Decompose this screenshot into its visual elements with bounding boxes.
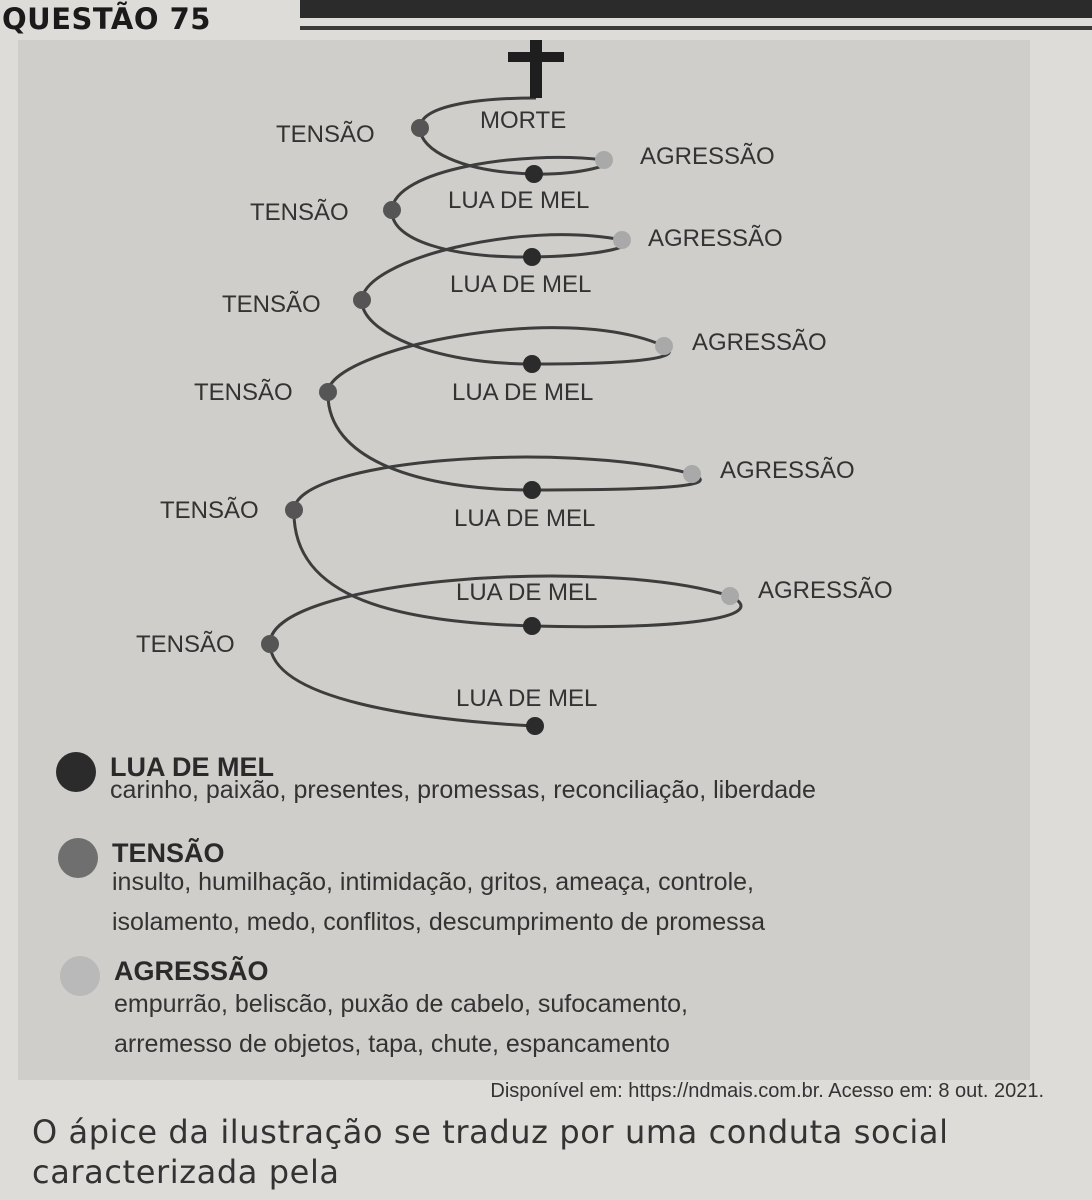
legend-dot-lua-de-mel bbox=[56, 752, 96, 792]
legend-desc-line: insulto, humilhação, intimidação, gritos, ameaça, controle, bbox=[112, 868, 754, 896]
legend-desc-lua-de-mel bbox=[110, 770, 816, 810]
legend-title-agressao: AGRESSÃO bbox=[114, 956, 269, 986]
cross-icon bbox=[508, 40, 564, 98]
stage-dot-lua-de-mel bbox=[525, 165, 543, 183]
stage-dot-lua-de-mel bbox=[523, 481, 541, 499]
stage-dot-tensao bbox=[261, 635, 279, 653]
legend-dot-agressao bbox=[60, 956, 100, 996]
legend-desc-line: arremesso de objetos, tapa, chute, espancamento bbox=[114, 1030, 670, 1058]
question-line: caracterizada pela bbox=[32, 1153, 340, 1191]
stage-label-lua-de-mel: LUA DE MEL bbox=[450, 271, 592, 298]
stage-label-tensao: TENSÃO bbox=[276, 121, 375, 148]
question-title: QUESTÃO 75 bbox=[2, 2, 211, 36]
stage-label-agressao: AGRESSÃO bbox=[648, 225, 783, 252]
stage-dot-tensao bbox=[319, 383, 337, 401]
legend-dot-tensao bbox=[58, 838, 98, 878]
legend-title-tensao: TENSÃO bbox=[112, 838, 225, 868]
stage-label-lua-de-mel: LUA DE MEL bbox=[448, 187, 590, 214]
source-citation: Disponível em: https://ndmais.com.br. Acesso em: 8 out. 2021. bbox=[490, 1080, 1044, 1102]
stage-label-agressao: AGRESSÃO bbox=[758, 577, 893, 604]
stage-dot-agressao bbox=[595, 151, 613, 169]
stage-dot-tensao bbox=[383, 201, 401, 219]
question-stem bbox=[32, 1112, 949, 1192]
stage-dot-tensao bbox=[353, 291, 371, 309]
stage-label-tensao: TENSÃO bbox=[136, 631, 235, 658]
stage-dot-agressao bbox=[613, 231, 631, 249]
stage-label-agressao: AGRESSÃO bbox=[640, 143, 775, 170]
stage-dot-lua-de-mel bbox=[523, 617, 541, 635]
stage-label-tensao: TENSÃO bbox=[160, 497, 259, 524]
apex-label-morte: MORTE bbox=[480, 107, 567, 134]
stage-dot-lua-de-mel bbox=[523, 355, 541, 373]
stage-label-lua-de-mel: LUA DE MEL bbox=[456, 685, 598, 712]
stage-label-agressao: AGRESSÃO bbox=[692, 329, 827, 356]
legend-desc-tensao bbox=[112, 862, 765, 942]
stage-label-tensao: TENSÃO bbox=[250, 199, 349, 226]
stage-dot-lua-de-mel bbox=[523, 248, 541, 266]
stage-label-lua-de-mel: LUA DE MEL bbox=[454, 505, 596, 532]
stage-dot-agressao bbox=[683, 465, 701, 483]
stage-label-tensao: TENSÃO bbox=[222, 291, 321, 318]
stage-dot-agressao bbox=[721, 587, 739, 605]
question-line: O ápice da ilustração se traduz por uma conduta social bbox=[32, 1113, 949, 1151]
stage-label-tensao: TENSÃO bbox=[194, 379, 293, 406]
stage-label-lua-de-mel: LUA DE MEL bbox=[456, 579, 598, 606]
legend-desc-line: isolamento, medo, conflitos, descumprimento de promessa bbox=[112, 908, 766, 936]
stage-dot-tensao bbox=[285, 501, 303, 519]
stage-labels bbox=[136, 121, 893, 712]
stage-dot-tensao bbox=[411, 119, 429, 137]
legend-desc-line: empurrão, beliscão, puxão de cabelo, sufocamento, bbox=[114, 990, 688, 1018]
legend-desc-agressao bbox=[114, 984, 688, 1064]
stage-label-lua-de-mel: LUA DE MEL bbox=[452, 379, 594, 406]
stage-dot-agressao bbox=[655, 337, 673, 355]
legend-title-lua-de-mel: LUA DE MEL bbox=[110, 752, 274, 782]
stage-dot-lua-de-mel bbox=[526, 717, 544, 735]
legend-desc-line: carinho, paixão, presentes, promessas, reconciliação, liberdade bbox=[110, 776, 816, 804]
stage-label-agressao: AGRESSÃO bbox=[720, 457, 855, 484]
